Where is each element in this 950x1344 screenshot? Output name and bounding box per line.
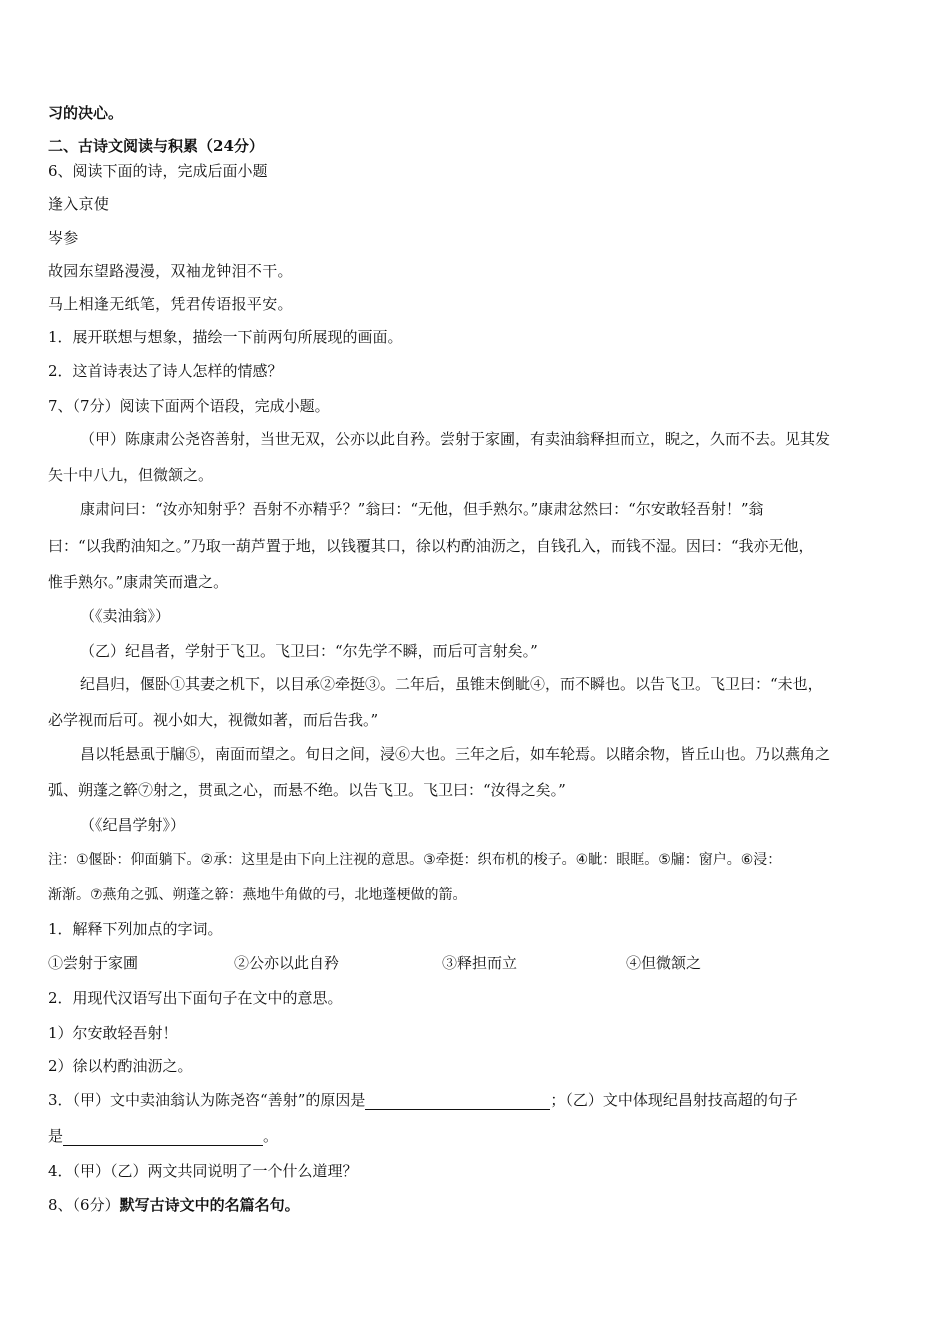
question-item: 1．展开联想与想象，描绘一下前两句所展现的画面。	[48, 328, 403, 346]
question-item: 2．这首诗表达了诗人怎样的情感？	[48, 362, 283, 380]
question-text: 3．（甲）文中卖油翁认为陈尧咨“善射”的原因是	[48, 1091, 366, 1109]
annotation-line: 渐渐。⑦燕角之弧、朔蓬之簳：燕地牛角做的弓，北地蓬梗做的箭。	[48, 887, 467, 903]
question-score: 8、（6分）	[48, 1196, 120, 1214]
text-line: 习的决心。	[48, 104, 124, 122]
answer-blank[interactable]	[63, 1129, 263, 1146]
section-heading: 二、古诗文阅读与积累（24分）	[48, 137, 264, 155]
word-item: ①尝射于家圃	[48, 954, 139, 972]
poem-line: 马上相逢无纸笔，凭君传语报平安。	[48, 295, 293, 313]
question-text: ；（乙）文中体现纪昌射技高超的句子	[550, 1091, 798, 1109]
passage-line: （甲）陈康肃公尧咨善射，当世无双，公亦以此自矜。尝射于家圃，有卖油翁释担而立，睨之，久而不去。见其发	[80, 430, 831, 448]
sentence-item: 1）尔安敢轻吾射！	[48, 1024, 178, 1042]
question-item: 4．（甲）（乙）两文共同说明了一个什么道理？	[48, 1162, 358, 1180]
passage-source: （《纪昌学射》）	[80, 816, 186, 834]
question-item: 2．用现代汉语写出下面句子在文中的意思。	[48, 989, 343, 1007]
passage-line: 纪昌归，偃卧①其妻之机下，以目承②牵挺③。二年后，虽锥末倒眦④，而不瞬也。以告飞卫。飞卫曰：“未也，	[80, 675, 823, 693]
question-text: 默写古诗文中的名篇名句。	[119, 1196, 300, 1214]
question-item	[48, 1090, 798, 1110]
question-7-title: 7、（7分）阅读下面两个语段，完成小题。	[48, 397, 330, 415]
sentence-item: 2）徐以杓酌油沥之。	[48, 1057, 193, 1075]
passage-line: 弧、朔蓬之簳⑦射之，贯虱之心，而悬不绝。以告飞卫。飞卫曰：“汝得之矣。”	[48, 781, 566, 799]
question-text: 是	[48, 1127, 64, 1145]
question-8-title	[48, 1195, 300, 1215]
word-item: ④但微颔之	[626, 954, 702, 972]
passage-line: 矢十中八九，但微颔之。	[48, 466, 214, 484]
question-text: 。	[263, 1127, 279, 1145]
poem-line: 故园东望路漫漫，双袖龙钟泪不干。	[48, 262, 293, 280]
annotation-line: 注：①偃卧：仰面躺下。②承：这里是由下向上注视的意思。③牵挺：织布机的梭子。④眦：眼眶。⑤牖：窗户。⑥浸：	[48, 852, 782, 868]
passage-line: 昌以牦悬虱于牖⑤，南面而望之。旬日之间，浸⑥大也。三年之后，如车轮焉。以睹余物，皆丘山也。乃以燕角之	[80, 745, 831, 763]
word-list	[48, 953, 848, 973]
passage-line: （乙）纪昌者，学射于飞卫。飞卫曰：“尔先学不瞬，而后可言射矣。”	[80, 642, 538, 660]
passage-line: 必学视而后可。视小如大，视微如著，而后告我。”	[48, 711, 379, 729]
question-item: 1．解释下列加点的字词。	[48, 920, 223, 938]
poem-author: 岑参	[48, 229, 79, 247]
passage-line: 曰：“以我酌油知之。”乃取一葫芦置于地，以钱覆其口，徐以杓酌油沥之，自钱孔入，而钱不湿。因曰：“我亦无他，	[48, 537, 814, 555]
question-6-title: 6、阅读下面的诗，完成后面小题	[48, 162, 268, 180]
passage-line: 康肃问曰：“汝亦知射乎？吾射不亦精乎？”翁曰：“无他，但手熟尔。”康肃忿然曰：“尔安敢轻吾射！”翁	[80, 500, 764, 518]
passage-line: 惟手熟尔。”康肃笑而遣之。	[48, 573, 229, 591]
poem-title: 逢入京使	[48, 195, 110, 213]
answer-blank[interactable]	[365, 1093, 550, 1110]
question-item	[48, 1126, 278, 1146]
passage-source: （《卖油翁》）	[80, 607, 171, 625]
word-item: ②公亦以此自矜	[234, 954, 340, 972]
word-item: ③释担而立	[442, 954, 518, 972]
